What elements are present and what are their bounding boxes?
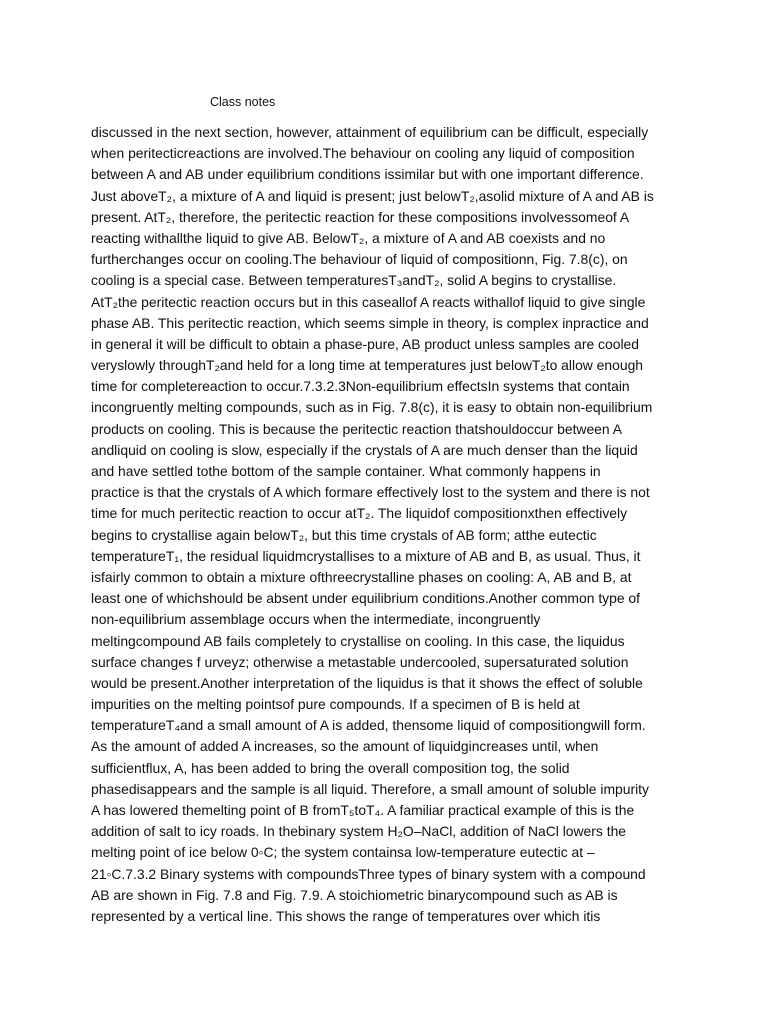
text-line: impurities on the melting pointsof pure compounds. If a specimen of B is held at — [91, 696, 580, 713]
text-line: A has lowered themelting point of B fromT₅toT₄. A familiar practical example of this is the — [91, 802, 635, 818]
text-line: furtherchanges occur on cooling.The behaviour of liquid of compositionn, Fig. 7.8(c), on — [91, 251, 628, 268]
text-line: melting point of ice below 0◦C; the system containsa low-temperature eutectic at – — [91, 844, 595, 861]
text-line: andliquid on cooling is slow, especially if the crystals of A are much denser than the liquid — [91, 441, 638, 458]
text-line: least one of whichshould be absent under equilibrium conditions.Another common type of — [91, 590, 641, 607]
text-line: 21◦C.7.3.2 Binary systems with compoundsThree types of binary system with a compound — [91, 865, 646, 882]
text-line: when peritecticreactions are involved.The behaviour on cooling any liquid of composition — [91, 145, 635, 162]
text-line: phase AB. This peritectic reaction, which seems simple in theory, is complex inpractice and — [91, 314, 649, 331]
text-line: sufficientflux, A, has been added to bring the overall composition tog, the solid — [91, 759, 570, 776]
text-line: time for completereaction to occur.7.3.2.3Non-equilibrium effectsIn systems that contain — [91, 378, 630, 395]
text-line: addition of salt to icy roads. In thebinary system H₂O–NaCl, addition of NaCl lowers the — [91, 823, 627, 840]
text-line: meltingcompound AB fails completely to crystallise on cooling. In this case, the liquidus — [91, 632, 625, 649]
text-line: Just aboveT₂, a mixture of A and liquid is present; just belowT₂,asolid mixture of A and AB is — [91, 187, 654, 204]
text-line: temperatureT₄and a small amount of A is added, thensome liquid of compositiongwill form. — [91, 717, 646, 734]
text-line: temperatureT₁, the residual liquidmcrystallises to a mixture of AB and B, as usual. Thus, it — [91, 547, 641, 564]
text-line: reacting withallthe liquid to give AB. BelowT₂, a mixture of A and AB coexists and no — [91, 229, 606, 246]
text-line: As the amount of added A increases, so the amount of liquidgincreases until, when — [91, 738, 599, 755]
text-line: and have settled tothe bottom of the sample container. What commonly happens in — [91, 463, 601, 479]
text-line: phasedisappears and the sample is all liquid. Therefore, a small amount of soluble impurity — [91, 780, 649, 797]
text-line: non-equilibrium assemblage occurs when the intermediate, incongruently — [91, 611, 541, 628]
text-line: between A and AB under equilibrium conditions issimilar but with one important difference. — [91, 166, 644, 183]
text-line: veryslowly throughT₂and held for a long time at temperatures just belowT₂to allow enough — [91, 357, 644, 374]
text-line: incongruently melting compounds, such as in Fig. 7.8(c), it is easy to obtain non-equilibrium — [91, 399, 653, 416]
text-line: discussed in the next section, however, attainment of equilibrium can be difficult, especially — [91, 124, 649, 140]
text-line: practice is that the crystals of A which formare effectively lost to the system and there is not — [91, 484, 650, 501]
text-line: represented by a vertical line. This shows the range of temperatures over which itis — [91, 907, 601, 924]
text-line: time for much peritectic reaction to occur atT₂. The liquidof compositionxthen effectively — [91, 505, 628, 522]
text-line: begins to crystallise again belowT₂, but this time crystals of AB form; atthe eutectic — [91, 526, 597, 543]
text-line: present. AtT₂, therefore, the peritectic reaction for these compositions involvessomeof A — [91, 208, 630, 225]
text-line: surface changes f urveyz; otherwise a metastable undercooled, supersaturated solution — [91, 653, 629, 670]
body-text — [91, 122, 691, 927]
text-line: cooling is a special case. Between temperaturesT₃andT₂, solid A begins to crystallise. — [91, 272, 617, 289]
text-line: products on cooling. This is because the peritectic reaction thatshouldoccur between A — [91, 420, 622, 437]
text-line: AtT₂the peritectic reaction occurs but in this caseallof A reacts withallof liquid to give single — [91, 293, 646, 310]
text-line: isfairly common to obtain a mixture ofthreecrystalline phases on cooling: A, AB and B, at — [91, 568, 632, 585]
text-line: in general it will be difficult to obtain a phase-pure, AB product unless samples are cooled — [91, 335, 639, 352]
page-header: Class notes — [210, 95, 276, 109]
text-line: would be present.Another interpretation of the liquidus is that it shows the effect of soluble — [91, 674, 643, 691]
text-line: AB are shown in Fig. 7.8 and Fig. 7.9. A stoichiometric binarycompound such as AB is — [91, 886, 618, 903]
